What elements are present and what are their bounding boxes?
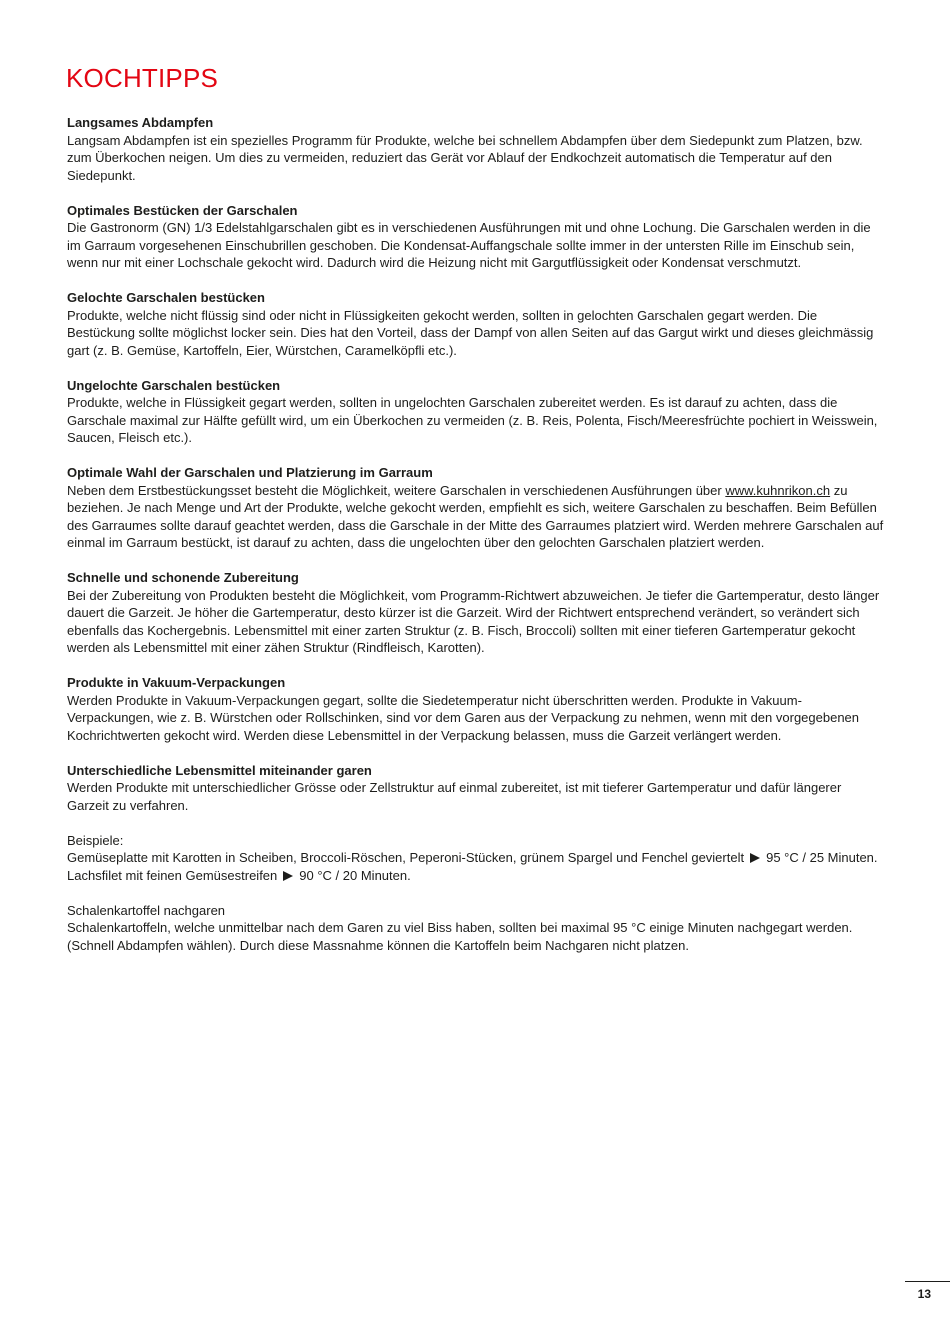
example-item [67, 867, 885, 885]
section-text [67, 482, 885, 552]
example-text: Lachsfilet mit feinen Gemüsestreifen [67, 867, 278, 883]
section-schnelle-zubereitung [67, 569, 885, 657]
section-text: Werden Produkte mit unterschiedlicher Grösse oder Zellstruktur auf einmal zubereitet, ist mit tieferer Gartemperatur und dafür längerer Garzeit zu verfahren. [67, 780, 842, 813]
section-text: Die Gastronorm (GN) 1/3 Edelstahlgarschalen gibt es in verschiedenen Ausführungen mit und ohne Lochung. Die Garschalen werden in die im Garraum vorgesehenen Einschubrillen geschoben. Die Kondensat-Auffangschale sollte immer in der untersten Rille im Einschub sein, wenn nur mit einer Lochschale gekocht wird. Dadurch wird die Heizung nicht mit Gargutflüssigkeit oder Kondensat verschmutzt. [67, 220, 871, 270]
page-number: 13 [917, 1287, 931, 1301]
section-langsames-abdampfen [67, 114, 885, 184]
section-heading: Unterschiedliche Lebensmittel miteinander garen [67, 762, 372, 778]
section-text: Langsam Abdampfen ist ein spezielles Programm für Produkte, welche bei schnellem Abdampfen über dem Siedepunkt zum Platzen, bzw. zum Überkochen neigen. Um dies zu vermeiden, reduziert das Gerät vor Ablauf der Endkochzeit automatisch die Temperatur auf den Siedepunkt. [67, 132, 863, 183]
play-arrow-icon [750, 853, 760, 863]
main-content [67, 114, 885, 972]
text-before-link: Neben dem Erstbestückungsset besteht die Möglichkeit, weitere Garschalen in verschiedenen Ausführungen über [67, 482, 726, 498]
section-gelochte-garschalen [67, 289, 885, 359]
section-text: Werden Produkte in Vakuum-Verpackungen gegart, sollte die Siedetemperatur nicht überschritten werden. Produkte in Vakuum-Verpackungen, wie z. B. Würstchen oder Rollschinken, sind vor dem Garen aus der Verpackung zu nehmen, wenn mit den vorgegebenen Kochrichtwerten gekocht wird. Werden diese Lebensmittel in der Verpackung belassen, muss die Garzeit verlängert werden. [67, 692, 860, 743]
section-wahl-garschalen [67, 464, 885, 552]
text-after-link: zu beziehen. Je nach Menge und Art der Produkte, welche gekocht werden, empfiehlt es sich, weitere Garschalen zu beschaffen. Beim Befüllen des Garraumes sollte darauf geachtet werden, dass die Garschale in der Mitte des Garraumes platziert wird. Werden mehrere Garschalen auf einmal im Garraum bestückt, ist darauf zu achten, dass die ungelochten über den gelochten Garschalen platziert werden. [67, 482, 884, 550]
example-item [67, 849, 885, 867]
section-heading: Gelochte Garschalen bestücken [67, 290, 265, 305]
potatoes-text-after: Durch diese Massnahme können die Kartoffeln beim Nachgaren nicht platzen. [236, 937, 689, 953]
section-text: Produkte, welche nicht flüssig sind oder nicht in Flüssigkeiten gekocht werden, sollten in gelochten Garschalen gegart werden. Die Bestückung sollte möglichst locker sein. Dies hat den Vorteil, dass der Dampf von allen Seiten auf das Gargut wirkt und dieses gleichmässig gart (z. B. Gemüse, Kartoffeln, Eier, Würstchen, Caramelköpfli etc.). [67, 307, 874, 358]
example-result: 95 °C / 25 Minuten. [766, 850, 878, 865]
example-result: 90 °C / 20 Minuten. [299, 867, 411, 883]
section-vakuum-verpackungen [67, 674, 885, 744]
potatoes-text-before: Schalenkartoffeln, welche unmittelbar nach dem Garen zu viel Biss haben, sollten bei maximal 95 °C einige Minuten nachgegart werden. [67, 920, 853, 935]
section-lebensmittel-garen [67, 762, 885, 815]
potatoes-highlight: (Schnell Abdampfen wählen). [67, 937, 237, 953]
section-text: Bei der Zubereitung von Produkten besteht die Möglichkeit, vom Programm-Richtwert abzuweichen. Je tiefer die Gartemperatur, desto länger dauert die Garzeit. Je höher die Gartemperatur, desto kürzer ist die Garzeit. Wird der Richtwert entsprechend verändert, so verändert sich ebenfalls das Kochergebnis. Lebensmittel mit einer zarten Struktur (z. B. Fisch, Broccoli) sollten mit einer tieferen Gartemperatur gekocht werden als Lebensmittel mit einer zähen Struktur (Rindfleisch, Karotten). [67, 587, 880, 655]
section-bestuecken-garschalen [67, 202, 885, 272]
section-heading: Ungelochte Garschalen bestücken [67, 377, 281, 393]
examples-block [67, 832, 885, 885]
potatoes-text [67, 919, 885, 954]
examples-label: Beispiele: [67, 832, 124, 848]
section-heading: Produkte in Vakuum-Verpackungen [67, 675, 286, 690]
section-heading: Optimales Bestücken der Garschalen [67, 202, 298, 218]
play-arrow-icon [283, 871, 293, 881]
kuhnrikon-link[interactable]: www.kuhnrikon.ch [725, 482, 831, 498]
potatoes-heading: Schalenkartoffel nachgaren [67, 902, 226, 918]
section-heading: Schnelle und schonende Zubereitung [67, 570, 299, 585]
section-ungelochte-garschalen [67, 377, 885, 447]
example-text: Gemüseplatte mit Karotten in Scheiben, Broccoli-Röschen, Peperoni-Stücken, grünem Spargel und Fenchel geviertelt [67, 850, 745, 865]
section-text: Produkte, welche in Flüssigkeit gegart werden, sollten in ungelochten Garschalen zubereitet werden. Es ist darauf zu achten, dass die Garschale maximal zur Hälfte gefüllt wird, um ein Überkochen zu vermeiden (z. B. Reis, Polenta, Fisch/Meeresfrüchte pochiert in Weisswein, Saucen, Fleisch etc.). [67, 395, 878, 445]
section-heading: Optimale Wahl der Garschalen und Platzierung im Garraum [67, 465, 433, 480]
section-heading: Langsames Abdampfen [67, 115, 214, 130]
page-number-rule [905, 1281, 950, 1282]
page-title: KOCHTIPPS [66, 63, 219, 93]
section-schalenkartoffel [67, 902, 885, 955]
